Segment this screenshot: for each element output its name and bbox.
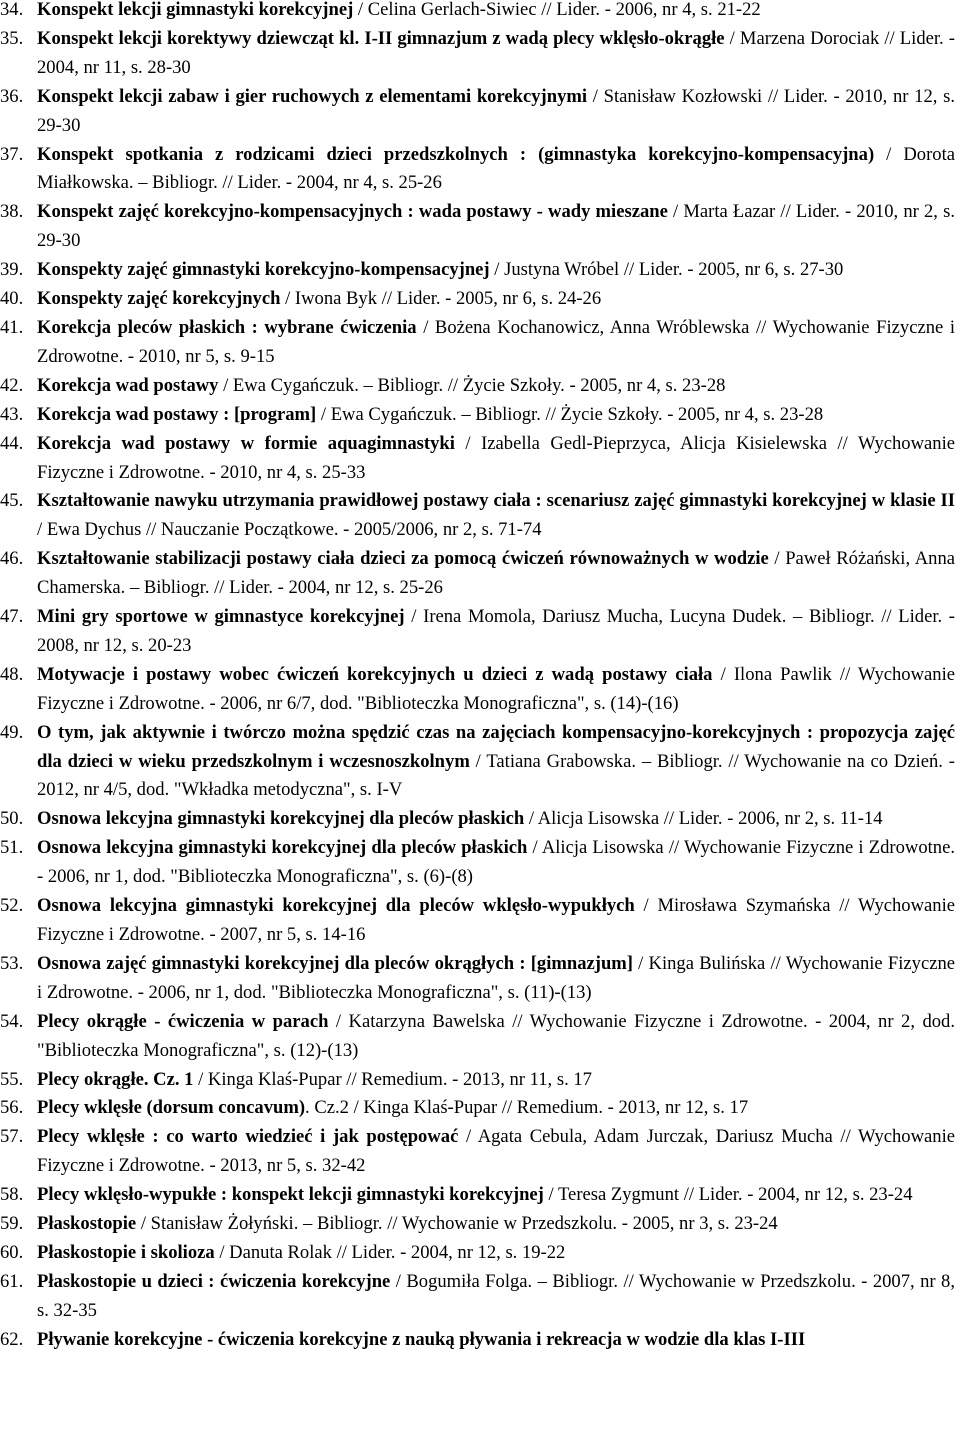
entry-number: 36. <box>0 85 24 107</box>
entry-title: Konspekty zajęć gimnastyki korekcyjno-kompensacyjnej <box>37 259 490 281</box>
bibliography-entry <box>0 25 955 83</box>
entry-number: 41. <box>0 316 24 338</box>
bibliography-entry <box>0 0 955 25</box>
entry-title: Konspekt lekcji zabaw i gier ruchowych z elementami korekcyjnymi <box>37 85 588 107</box>
entry-number: 45. <box>0 490 24 512</box>
entry-citation: / Irena Momola, Dariusz Mucha, Lucyna Dudek. – Bibliogr. // Lider. - 2008, nr 12, s. 20-23 <box>37 606 956 656</box>
entry-title: Motywacje i postawy wobec ćwiczeń korekcyjnych u dzieci z wadą postawy ciała <box>37 663 713 685</box>
entry-body <box>37 1066 955 1095</box>
entry-body <box>37 1268 955 1326</box>
entry-number: 34. <box>0 0 24 20</box>
entry-citation: / Kinga Klaś-Pupar // Remedium. - 2013, nr 11, s. 17 <box>193 1068 592 1090</box>
entry-citation: / Kinga Bulińska // Wychowanie Fizyczne i Zdrowotne. - 2006, nr 1, dod. "Biblioteczka Monograficzna", s. (11)-(13) <box>37 952 955 1003</box>
entry-body <box>37 0 955 25</box>
entry-number: 57. <box>0 1126 24 1148</box>
entry-title: Konspekt spotkania z rodzicami dzieci przedszkolnych : (gimnastyka korekcyjno-kompensacyjna) <box>37 143 875 165</box>
entry-body <box>37 805 955 834</box>
entry-citation: / Danuta Rolak // Lider. - 2004, nr 12, s. 19-22 <box>214 1241 566 1263</box>
entry-citation: / Mirosława Szymańska // Wychowanie Fizyczne i Zdrowotne. - 2007, nr 5, s. 14-16 <box>37 895 956 945</box>
bibliography-entry <box>0 1326 955 1355</box>
bibliography-entry <box>0 198 955 256</box>
entry-body <box>37 1239 955 1268</box>
entry-citation: / Stanisław Żołyński. – Bibliogr. // Wychowanie w Przedszkolu. - 2005, nr 3, s. 23-24 <box>136 1213 778 1235</box>
entry-title: Plecy okrągłe. Cz. 1 <box>37 1068 194 1090</box>
bibliography-entry <box>0 1008 955 1066</box>
entry-body <box>37 1094 955 1123</box>
entry-title: Korekcja wad postawy : [program] <box>37 403 317 425</box>
entry-title: Korekcja wad postawy w formie aquagimnastyki <box>37 432 455 454</box>
entry-citation: / Alicja Lisowska // Lider. - 2006, nr 2, s. 11-14 <box>524 808 883 830</box>
entry-body <box>37 950 955 1008</box>
entry-title: Płaskostopie i skolioza <box>37 1241 215 1263</box>
entry-title: Plecy wklęsłe : co warto wiedzieć i jak postępować <box>37 1126 459 1148</box>
entry-citation: / Ewa Dychus // Nauczanie Początkowe. - 2005/2006, nr 2, s. 71-74 <box>37 519 542 541</box>
bibliography-entry <box>0 603 955 661</box>
entry-title: Kształtowanie stabilizacji postawy ciała dzieci za pomocą ćwiczeń równoważnych w wodzie <box>37 548 769 570</box>
bibliography-entry <box>0 285 955 314</box>
entry-body <box>37 1326 955 1355</box>
entry-citation: / Iwona Byk // Lider. - 2005, nr 6, s. 24-26 <box>280 288 602 310</box>
entry-title: Pływanie korekcyjne - ćwiczenia korekcyjne z nauką pływania i rekreacja w wodzie dla klas I-III <box>37 1328 806 1350</box>
entry-number: 61. <box>0 1270 24 1292</box>
bibliography-entry <box>0 83 955 141</box>
entry-body <box>37 314 955 372</box>
entry-number: 37. <box>0 143 24 165</box>
entry-citation: / Celina Gerlach-Siwiec // Lider. - 2006, nr 4, s. 21-22 <box>353 0 761 20</box>
bibliography-entry <box>0 805 955 834</box>
entry-title: Osnowa lekcyjna gimnastyki korekcyjnej dla pleców płaskich <box>37 837 528 859</box>
entry-citation: / Paweł Różański, Anna Chamerska. – Bibliogr. // Lider. - 2004, nr 12, s. 25-26 <box>37 548 955 599</box>
bibliography-entry <box>0 256 955 285</box>
entry-number: 35. <box>0 27 24 49</box>
entry-citation: . Cz.2 / Kinga Klaś-Pupar // Remedium. - 2013, nr 12, s. 17 <box>305 1097 749 1119</box>
entry-number: 46. <box>0 548 24 570</box>
entry-number: 42. <box>0 374 24 396</box>
entry-citation: / Dorota Miałkowska. – Bibliogr. // Lider. - 2004, nr 4, s. 25-26 <box>37 143 955 194</box>
entry-body <box>37 141 955 199</box>
bibliography-entry <box>0 430 955 488</box>
bibliography-entry <box>0 950 955 1008</box>
entry-citation: / Ewa Cygańczuk. – Bibliogr. // Życie Szkoły. - 2005, nr 4, s. 23-28 <box>316 403 824 425</box>
entry-number: 43. <box>0 403 24 425</box>
entry-number: 49. <box>0 721 24 743</box>
entry-citation: / Izabella Gedl-Pieprzyca, Alicja Kisielewska // Wychowanie Fizyczne i Zdrowotne. - 2010, nr 4, s. 25-33 <box>37 432 955 483</box>
bibliography-entry <box>0 1268 955 1326</box>
bibliography-entry <box>0 834 955 892</box>
entry-body <box>37 256 955 285</box>
bibliography-entry <box>0 487 955 545</box>
entry-body <box>37 661 955 719</box>
entry-body <box>37 834 955 892</box>
bibliography-entry <box>0 1123 955 1181</box>
entry-title: Kształtowanie nawyku utrzymania prawidłowej postawy ciała : scenariusz zajęć gimnastyki korekcyjnej w klasie II <box>37 490 955 512</box>
entry-title: Plecy okrągłe - ćwiczenia w parach <box>37 1010 329 1032</box>
entry-citation: / Justyna Wróbel // Lider. - 2005, nr 6, s. 27-30 <box>489 259 844 281</box>
entry-number: 60. <box>0 1241 24 1263</box>
entry-title: Płaskostopie u dzieci : ćwiczenia korekcyjne <box>37 1270 391 1292</box>
bibliography-entry <box>0 372 955 401</box>
entry-body <box>37 401 955 430</box>
bibliography-entry <box>0 1094 955 1123</box>
entry-title: Konspekt zajęć korekcyjno-kompensacyjnych : wada postawy - wady mieszane <box>37 201 668 223</box>
entry-number: 40. <box>0 288 24 310</box>
entry-number: 47. <box>0 606 24 628</box>
entry-citation: / Tatiana Grabowska. – Bibliogr. // Wychowanie na co Dzień. - 2012, nr 4/5, dod. "Wkładka metodyczna", s. I-V <box>37 750 955 801</box>
entry-title: Płaskostopie <box>37 1213 137 1235</box>
bibliography-entry <box>0 1181 955 1210</box>
entry-body <box>37 1008 955 1066</box>
entry-number: 44. <box>0 432 24 454</box>
entry-number: 38. <box>0 201 24 223</box>
entry-title: Konspekty zajęć korekcyjnych <box>37 288 281 310</box>
entry-citation: / Teresa Zygmunt // Lider. - 2004, nr 12, s. 23-24 <box>543 1184 913 1206</box>
entry-number: 62. <box>0 1328 24 1350</box>
entry-title: Konspekt lekcji korektywy dziewcząt kl. I-II gimnazjum z wadą plecy wklęsło-okrągłe <box>37 27 725 49</box>
bibliography-entry <box>0 1210 955 1239</box>
entry-number: 52. <box>0 895 24 917</box>
entry-citation: / Ewa Cygańczuk. – Bibliogr. // Życie Szkoły. - 2005, nr 4, s. 23-28 <box>218 374 726 396</box>
entry-body <box>37 1123 955 1181</box>
entry-citation: / Bogumiła Folga. – Bibliogr. // Wychowanie w Przedszkolu. - 2007, nr 8, s. 32-35 <box>37 1270 955 1321</box>
entry-body <box>37 25 955 83</box>
entry-body <box>37 1210 955 1239</box>
entry-title: Konspekt lekcji gimnastyki korekcyjnej <box>37 0 354 20</box>
bibliography-entry <box>0 892 955 950</box>
bibliography-entry <box>0 1066 955 1095</box>
entry-citation: / Alicja Lisowska // Wychowanie Fizyczne i Zdrowotne. - 2006, nr 1, dod. "Biblioteczka Monograficzna", s. (6)-(8) <box>37 837 955 888</box>
entry-number: 50. <box>0 808 24 830</box>
entry-number: 54. <box>0 1010 24 1032</box>
entry-citation: / Bożena Kochanowicz, Anna Wróblewska // Wychowanie Fizyczne i Zdrowotne. - 2010, nr 5, s. 9-15 <box>37 316 955 367</box>
entry-body <box>37 892 955 950</box>
entry-title: O tym, jak aktywnie i twórczo można spędzić czas na zajęciach kompensacyjno-korekcyjnych : propozycja zajęć dla dzieci w wieku przedszkolnym i wczesnoszkolnym <box>37 721 955 772</box>
entry-number: 39. <box>0 259 24 281</box>
entry-title: Mini gry sportowe w gimnastyce korekcyjnej <box>37 606 405 628</box>
entry-body <box>37 372 955 401</box>
entry-number: 53. <box>0 952 24 974</box>
bibliography-entry <box>0 661 955 719</box>
entry-title: Osnowa lekcyjna gimnastyki korekcyjnej dla pleców wklęsło-wypukłych <box>37 895 635 917</box>
entry-number: 56. <box>0 1097 24 1119</box>
entry-number: 58. <box>0 1184 24 1206</box>
entry-body <box>37 198 955 256</box>
bibliography-entry <box>0 1239 955 1268</box>
bibliography-entry <box>0 719 955 806</box>
entry-title: Plecy wklęsłe (dorsum concavum) <box>37 1097 306 1119</box>
entry-number: 48. <box>0 663 24 685</box>
entry-title: Korekcja wad postawy <box>37 374 219 396</box>
entry-title: Osnowa zajęć gimnastyki korekcyjnej dla pleców okrągłych : [gimnazjum] <box>37 952 633 974</box>
entry-title: Korekcja pleców płaskich : wybrane ćwiczenia <box>37 316 417 338</box>
bibliography-entry <box>0 314 955 372</box>
entry-citation: / Stanisław Kozłowski // Lider. - 2010, nr 12, s. 29-30 <box>37 85 955 136</box>
entry-body <box>37 719 955 806</box>
entry-body <box>37 285 955 314</box>
bibliography-entry <box>0 401 955 430</box>
entry-body <box>37 83 955 141</box>
entry-body <box>37 430 955 488</box>
entry-body <box>37 487 955 545</box>
bibliography-entry <box>0 545 955 603</box>
entry-citation: / Marzena Dorociak // Lider. - 2004, nr 11, s. 28-30 <box>37 27 955 78</box>
entry-citation: / Agata Cebula, Adam Jurczak, Dariusz Mucha // Wychowanie Fizyczne i Zdrowotne. - 2013, nr 5, s. 32-42 <box>37 1126 955 1177</box>
entry-citation: / Marta Łazar // Lider. - 2010, nr 2, s. 29-30 <box>37 201 956 252</box>
entry-body <box>37 603 955 661</box>
entry-title: Plecy wklęsło-wypukłe : konspekt lekcji gimnastyki korekcyjnej <box>37 1184 544 1206</box>
entry-number: 59. <box>0 1213 24 1235</box>
entry-citation: / Katarzyna Bawelska // Wychowanie Fizyczne i Zdrowotne. - 2004, nr 2, dod. "Biblioteczka Monograficzna", s. (12)-(13) <box>37 1010 955 1061</box>
entry-number: 55. <box>0 1068 24 1090</box>
entry-number: 51. <box>0 837 24 859</box>
bibliography-entry <box>0 141 955 199</box>
entry-title: Osnowa lekcyjna gimnastyki korekcyjnej dla pleców płaskich <box>37 808 525 830</box>
entry-body <box>37 1181 955 1210</box>
entry-body <box>37 545 955 603</box>
entry-citation: / Ilona Pawlik // Wychowanie Fizyczne i Zdrowotne. - 2006, nr 6/7, dod. "Biblioteczka Monograficzna", s. (14)-(16) <box>37 663 956 714</box>
